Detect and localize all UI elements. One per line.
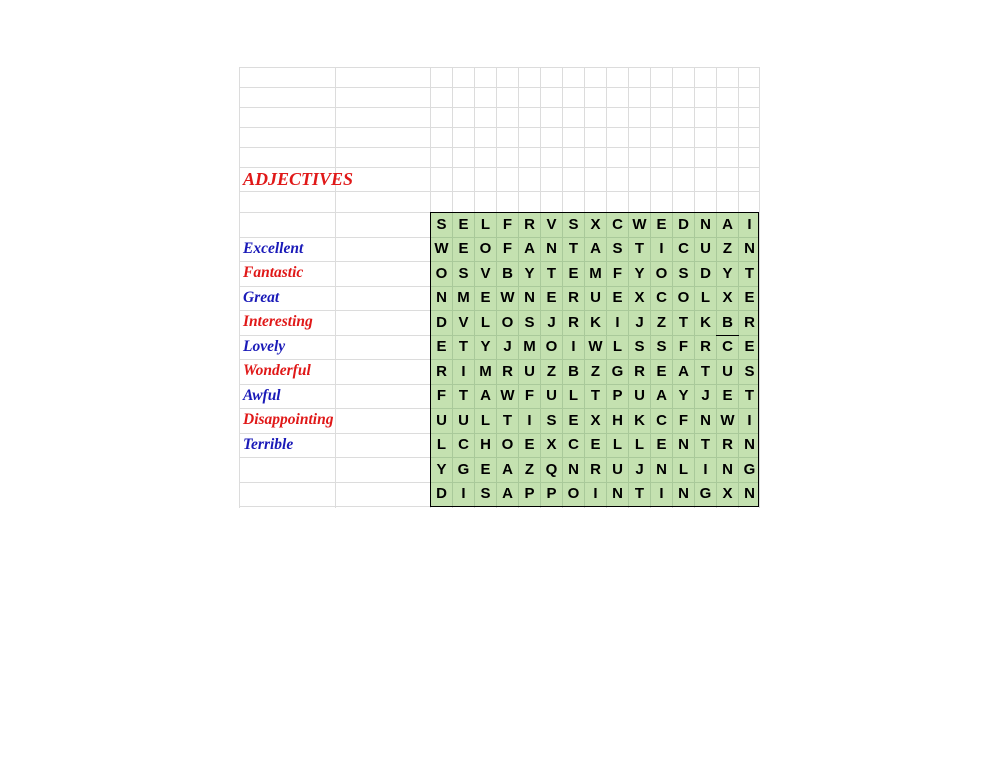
letter-cell[interactable]: Y (678, 387, 689, 404)
letter-cell[interactable]: U (524, 362, 535, 380)
letter-cell[interactable]: N (656, 460, 667, 478)
letter-cell[interactable]: Y (524, 264, 535, 282)
letter-cell[interactable]: Q (545, 460, 558, 478)
letter-cell[interactable]: G (611, 362, 624, 380)
gridline-vertical (335, 67, 336, 508)
letter-cell[interactable]: C (568, 436, 579, 453)
letter-cell[interactable]: C (656, 289, 667, 306)
letter-cell[interactable]: O (567, 485, 580, 502)
letter-cell[interactable]: R (568, 289, 579, 306)
letter-cell[interactable]: A (590, 240, 601, 257)
letter-cell[interactable]: T (458, 387, 469, 404)
letter-cell[interactable]: L (634, 436, 645, 453)
letter-cell[interactable]: C (612, 215, 623, 233)
letter-cell[interactable]: N (612, 485, 623, 502)
letter-cell[interactable]: T (546, 264, 557, 282)
letter-cell[interactable]: I (461, 362, 466, 380)
letter-cell[interactable]: U (700, 240, 711, 257)
letter-cell[interactable]: A (678, 362, 689, 380)
letter-cell[interactable]: J (547, 313, 556, 331)
letter-cell[interactable]: F (436, 387, 447, 404)
letter-cell[interactable]: O (501, 436, 514, 453)
letter-cell[interactable]: J (635, 460, 644, 478)
letter-cell[interactable]: D (678, 215, 689, 233)
letter-cell[interactable]: T (634, 485, 645, 502)
letter-cell[interactable]: E (612, 289, 623, 306)
letter-cell[interactable]: X (722, 289, 733, 306)
letter-cell[interactable]: W (588, 338, 603, 355)
letter-cell[interactable]: S (612, 240, 623, 257)
letter-cell[interactable]: C (722, 338, 733, 355)
letter-cell[interactable]: W (720, 411, 735, 429)
cell-border-mark (716, 335, 739, 336)
letter-cell[interactable]: C (678, 240, 689, 257)
letter-cell[interactable]: T (700, 362, 711, 380)
letter-cell[interactable]: T (590, 387, 601, 404)
letter-cell[interactable]: O (479, 240, 492, 257)
letter-cell[interactable]: T (458, 338, 469, 355)
letter-cell[interactable]: P (546, 485, 557, 502)
letter-cell[interactable]: V (546, 215, 557, 233)
letter-cell[interactable]: O (655, 264, 668, 282)
letter-cell[interactable]: R (502, 362, 513, 380)
letter-cell[interactable]: Z (722, 240, 733, 257)
letter-cell[interactable]: E (458, 240, 469, 257)
letter-cell[interactable]: N (744, 240, 755, 257)
letter-cell[interactable]: B (722, 313, 733, 331)
letter-cell[interactable]: T (700, 436, 711, 453)
letter-cell[interactable]: J (635, 313, 644, 331)
letter-cell[interactable]: T (744, 387, 755, 404)
letter-cell[interactable]: R (590, 460, 601, 478)
letter-cell[interactable]: J (701, 387, 710, 404)
letter-cell[interactable]: C (656, 411, 667, 429)
letter-cell[interactable]: E (524, 436, 535, 453)
letter-cell[interactable]: U (722, 362, 733, 380)
letter-cell[interactable]: M (457, 289, 470, 306)
letter-cell[interactable]: V (480, 264, 491, 282)
letter-cell[interactable]: E (656, 215, 667, 233)
word-list-item: Disappointing (243, 411, 334, 428)
word-list-item: Excellent (243, 239, 304, 257)
letter-cell[interactable]: S (678, 264, 689, 282)
letter-cell[interactable]: E (458, 215, 469, 233)
gridline-horizontal (239, 167, 760, 168)
letter-cell[interactable]: R (634, 362, 645, 380)
letter-cell[interactable]: E (568, 411, 579, 429)
letter-cell[interactable]: T (568, 240, 579, 257)
gridline-horizontal (239, 107, 760, 108)
letter-cell[interactable]: X (634, 289, 645, 306)
letter-cell[interactable]: F (678, 411, 689, 429)
gridline-vertical (239, 67, 240, 508)
letter-cell[interactable]: N (700, 411, 711, 429)
letter-cell[interactable]: X (722, 485, 733, 502)
letter-cell[interactable]: Y (480, 338, 491, 355)
letter-cell[interactable]: I (703, 460, 708, 478)
letter-cell[interactable]: N (436, 289, 447, 306)
word-list-item: Lovely (243, 337, 286, 355)
letter-cell[interactable]: L (700, 289, 711, 306)
letter-cell[interactable]: U (436, 411, 447, 429)
letter-cell[interactable]: R (744, 313, 755, 331)
letter-cell[interactable]: O (435, 264, 448, 282)
letter-cell[interactable]: O (501, 313, 514, 331)
letter-cell[interactable]: N (700, 215, 711, 233)
letter-cell[interactable]: A (524, 240, 535, 257)
letter-cell[interactable]: L (612, 338, 623, 355)
letter-cell[interactable]: I (659, 485, 664, 502)
letter-cell[interactable]: I (747, 411, 752, 429)
letter-cell[interactable]: N (744, 485, 755, 502)
gridline-horizontal (239, 191, 760, 192)
letter-cell[interactable]: S (436, 215, 447, 233)
letter-cell[interactable]: R (722, 436, 733, 453)
letter-cell[interactable]: L (480, 411, 491, 429)
letter-cell[interactable]: I (659, 240, 664, 257)
letter-cell[interactable]: N (568, 460, 579, 478)
letter-cell[interactable]: I (615, 313, 620, 331)
letter-cell[interactable]: E (656, 362, 667, 380)
letter-cell[interactable]: E (546, 289, 557, 306)
letter-cell[interactable]: I (527, 411, 532, 429)
letter-cell[interactable]: J (503, 338, 512, 355)
letter-cell[interactable]: I (593, 485, 598, 502)
letter-cell[interactable]: Y (436, 460, 447, 478)
letter-cell[interactable]: S (744, 362, 755, 380)
letter-cell[interactable]: E (436, 338, 447, 355)
letter-cell[interactable]: F (502, 215, 513, 233)
letter-cell[interactable]: H (612, 411, 623, 429)
letter-cell[interactable]: S (458, 264, 469, 282)
letter-cell[interactable]: N (678, 436, 689, 453)
letter-cell[interactable]: E (480, 460, 491, 478)
letter-cell[interactable]: E (480, 289, 491, 306)
letter-cell[interactable]: K (700, 313, 711, 331)
letter-cell[interactable]: F (524, 387, 535, 404)
word-list-item: Terrible (243, 435, 294, 453)
letter-cell[interactable]: I (747, 215, 752, 233)
letter-cell[interactable]: R (700, 338, 711, 355)
letter-cell[interactable]: T (502, 411, 513, 429)
letter-cell[interactable]: E (744, 289, 755, 306)
gridline-horizontal (239, 87, 760, 88)
letter-cell[interactable]: W (632, 215, 647, 233)
letter-cell[interactable]: F (678, 338, 689, 355)
letter-cell[interactable]: B (502, 264, 513, 282)
letter-cell[interactable]: K (634, 411, 645, 429)
letter-cell[interactable]: L (678, 460, 689, 478)
word-list-item: Wonderful (243, 362, 311, 379)
word-list-item: Great (243, 288, 280, 306)
letter-cell[interactable]: B (568, 362, 579, 380)
letter-cell[interactable]: A (502, 485, 513, 502)
letter-cell[interactable]: S (524, 313, 535, 331)
letter-cell[interactable]: T (634, 240, 645, 257)
word-list-item: Interesting (243, 313, 313, 330)
letter-cell[interactable]: H (480, 436, 491, 453)
letter-cell[interactable]: L (612, 436, 623, 453)
letter-cell[interactable]: N (722, 460, 733, 478)
letter-cell[interactable]: W (434, 240, 449, 257)
letter-cell[interactable]: E (744, 338, 755, 355)
letter-cell[interactable]: U (590, 289, 601, 306)
letter-cell[interactable]: Z (524, 460, 535, 478)
gridline-horizontal (239, 147, 760, 148)
letter-cell[interactable]: C (458, 436, 469, 453)
word-list-item: Fantastic (243, 264, 304, 281)
letter-cell[interactable]: N (678, 485, 689, 502)
letter-cell[interactable]: R (524, 215, 535, 233)
letter-cell[interactable]: T (678, 313, 689, 331)
letter-cell[interactable]: X (590, 411, 601, 429)
worksheet (239, 67, 760, 508)
letter-cell[interactable]: I (461, 485, 466, 502)
letter-cell[interactable]: O (677, 289, 690, 306)
letter-cell[interactable]: Y (634, 264, 645, 282)
letter-cell[interactable]: E (656, 436, 667, 453)
letter-cell[interactable]: X (590, 215, 601, 233)
letter-cell[interactable]: Z (590, 362, 601, 380)
letter-cell[interactable]: M (479, 362, 492, 380)
letter-cell[interactable]: F (502, 240, 513, 257)
letter-cell[interactable]: N (546, 240, 557, 257)
word-search-grid (430, 212, 759, 507)
letter-cell[interactable]: O (545, 338, 558, 355)
letter-cell[interactable]: R (436, 362, 447, 380)
letter-cell[interactable]: F (612, 264, 623, 282)
letter-cell[interactable]: L (568, 387, 579, 404)
letter-cell[interactable]: X (546, 436, 557, 453)
gridline-horizontal (239, 127, 760, 128)
letter-cell[interactable]: G (743, 460, 756, 478)
letter-cell[interactable]: M (523, 338, 536, 355)
letter-cell[interactable]: E (590, 436, 601, 453)
letter-cell[interactable]: P (524, 485, 535, 502)
letter-cell[interactable]: A (480, 387, 491, 404)
letter-cell[interactable]: S (656, 338, 667, 355)
worksheet-title: ADJECTIVES (243, 169, 354, 189)
letter-cell[interactable]: P (612, 387, 623, 404)
letter-cell[interactable]: L (480, 215, 491, 233)
letter-cell[interactable]: G (457, 460, 470, 478)
gridline-horizontal (239, 67, 760, 68)
letter-cell[interactable]: D (436, 313, 447, 331)
letter-cell[interactable]: N (524, 289, 535, 306)
letter-cell[interactable]: W (500, 289, 515, 306)
letter-cell[interactable]: V (458, 313, 469, 331)
letter-cell[interactable]: A (722, 215, 733, 233)
letter-cell[interactable]: S (546, 411, 557, 429)
letter-cell[interactable]: D (436, 485, 447, 502)
letter-cell[interactable]: U (634, 387, 645, 404)
letter-cell[interactable]: A (502, 460, 513, 478)
letter-cell[interactable]: I (571, 338, 576, 355)
letter-cell[interactable]: Y (722, 264, 733, 282)
letter-cell[interactable]: U (546, 387, 557, 404)
letter-cell[interactable]: L (480, 313, 491, 331)
letter-cell[interactable]: T (744, 264, 755, 282)
letter-cell[interactable]: S (480, 485, 491, 502)
letter-cell[interactable]: G (699, 485, 712, 502)
letter-cell[interactable]: Z (546, 362, 557, 380)
letter-cell[interactable]: R (568, 313, 579, 331)
letter-cell[interactable]: L (436, 436, 447, 453)
letter-cell[interactable]: W (500, 387, 515, 404)
letter-cell[interactable]: A (656, 387, 667, 404)
word-list-item: Awful (243, 386, 281, 404)
letter-cell[interactable]: U (458, 411, 469, 429)
letter-cell[interactable]: D (700, 264, 711, 282)
letter-cell[interactable]: E (568, 264, 579, 282)
letter-cell[interactable]: M (589, 264, 602, 282)
letter-cell[interactable]: E (722, 387, 733, 404)
letter-cell[interactable]: N (744, 436, 755, 453)
letter-cell[interactable]: U (612, 460, 623, 478)
letter-cell[interactable]: Z (656, 313, 667, 331)
letter-cell[interactable]: S (568, 215, 579, 233)
letter-cell[interactable]: K (590, 313, 601, 331)
letter-cell[interactable]: S (634, 338, 645, 355)
